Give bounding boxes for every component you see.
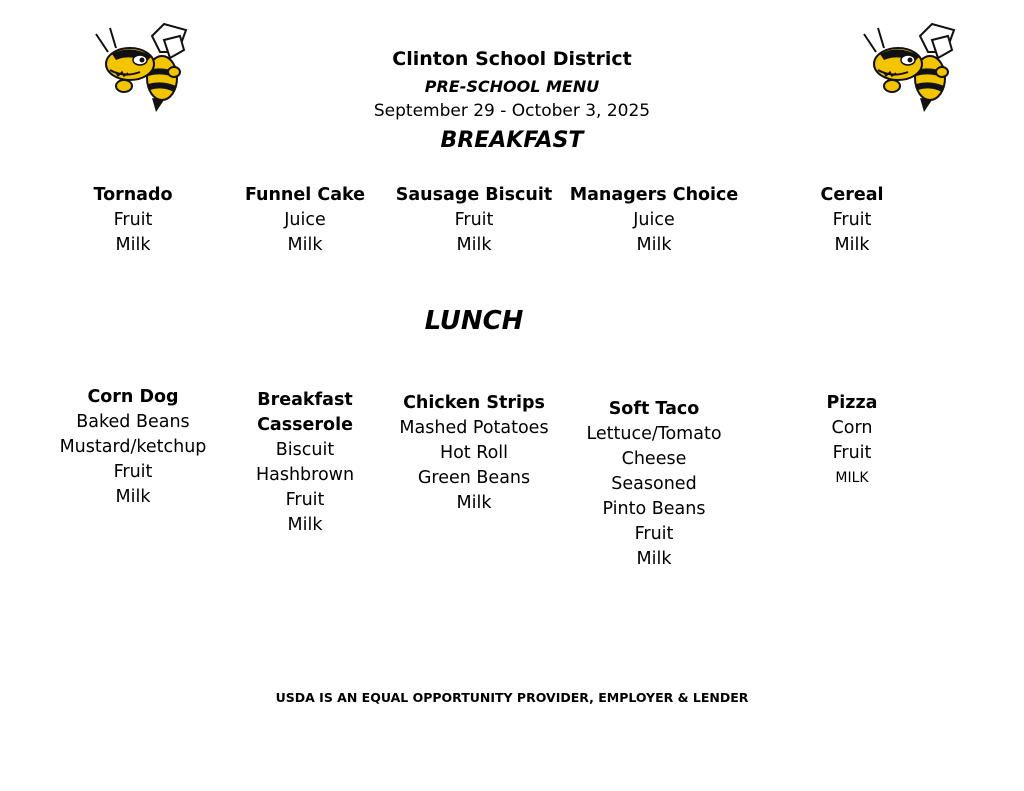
breakfast-side-item: Fruit [832,210,872,230]
breakfast-day-2 [225,183,385,258]
breakfast-main-item: Cereal [820,185,884,205]
breakfast-side-item: Juice [633,210,675,230]
lunch-side-item: Fruit [634,524,674,544]
lunch-side-item: Baked Beans [76,412,190,432]
lunch-side-item: Milk [636,549,672,569]
breakfast-side-item: Milk [115,235,151,255]
lunch-day-4 [564,397,744,572]
lunch-main-item: Casserole [257,415,353,435]
breakfast-side-item: Juice [284,210,326,230]
lunch-main-item: Chicken Strips [403,393,545,413]
breakfast-heading: BREAKFAST [440,128,584,153]
lunch-side-item: Corn [831,418,873,438]
lunch-side-item: Mustard/ketchup [59,437,207,457]
lunch-side-item: Milk [287,515,323,535]
breakfast-main-item: Funnel Cake [244,185,366,205]
lunch-day-2 [225,388,385,538]
breakfast-day-3 [384,183,564,258]
breakfast-main-item: Managers Choice [569,185,739,205]
lunch-main-item: Breakfast [257,390,353,410]
lunch-side-item: Hot Roll [439,443,509,463]
lunch-side-item: Fruit [832,443,872,463]
lunch-day-3 [384,391,564,516]
lunch-heading: LUNCH [424,306,524,336]
lunch-side-item: Fruit [285,490,325,510]
lunch-side-item: Seasoned [611,474,697,494]
lunch-side-item: Milk [456,493,492,513]
lunch-main-item: Pizza [826,393,878,413]
breakfast-day-4 [564,183,744,258]
lunch-main-item: Soft Taco [608,399,700,419]
lunch-main-item: Corn Dog [87,387,179,407]
breakfast-day-1 [53,183,213,258]
district-title: Clinton School District [392,48,632,70]
menu-subtitle: PRE-SCHOOL MENU [424,77,600,96]
lunch-side-item: Pinto Beans [602,499,706,519]
lunch-side-item: Lettuce/Tomato [586,424,722,444]
breakfast-side-item: Milk [834,235,870,255]
lunch-day-1 [43,385,223,510]
lunch-side-item: Biscuit [275,440,335,460]
breakfast-main-item: Tornado [93,185,173,205]
lunch-side-item: Green Beans [417,468,531,488]
breakfast-side-item: Milk [456,235,492,255]
lunch-side-item: Mashed Potatoes [399,418,549,438]
lunch-side-item: Fruit [113,462,153,482]
breakfast-main-item: Sausage Biscuit [395,185,553,205]
breakfast-side-item: Fruit [454,210,494,230]
lunch-side-item: Cheese [621,449,687,469]
breakfast-side-item: Milk [636,235,672,255]
lunch-side-item: Hashbrown [255,465,355,485]
lunch-side-item: MILK [835,470,869,486]
breakfast-side-item: Milk [287,235,323,255]
lunch-day-5 [772,391,932,491]
lunch-side-item: Milk [115,487,151,507]
breakfast-day-5 [772,183,932,258]
usda-statement: USDA IS AN EQUAL OPPORTUNITY PROVIDER, EMPLOYER & LENDER [275,690,749,705]
breakfast-side-item: Fruit [113,210,153,230]
menu-date-range: September 29 - October 3, 2025 [373,101,651,121]
